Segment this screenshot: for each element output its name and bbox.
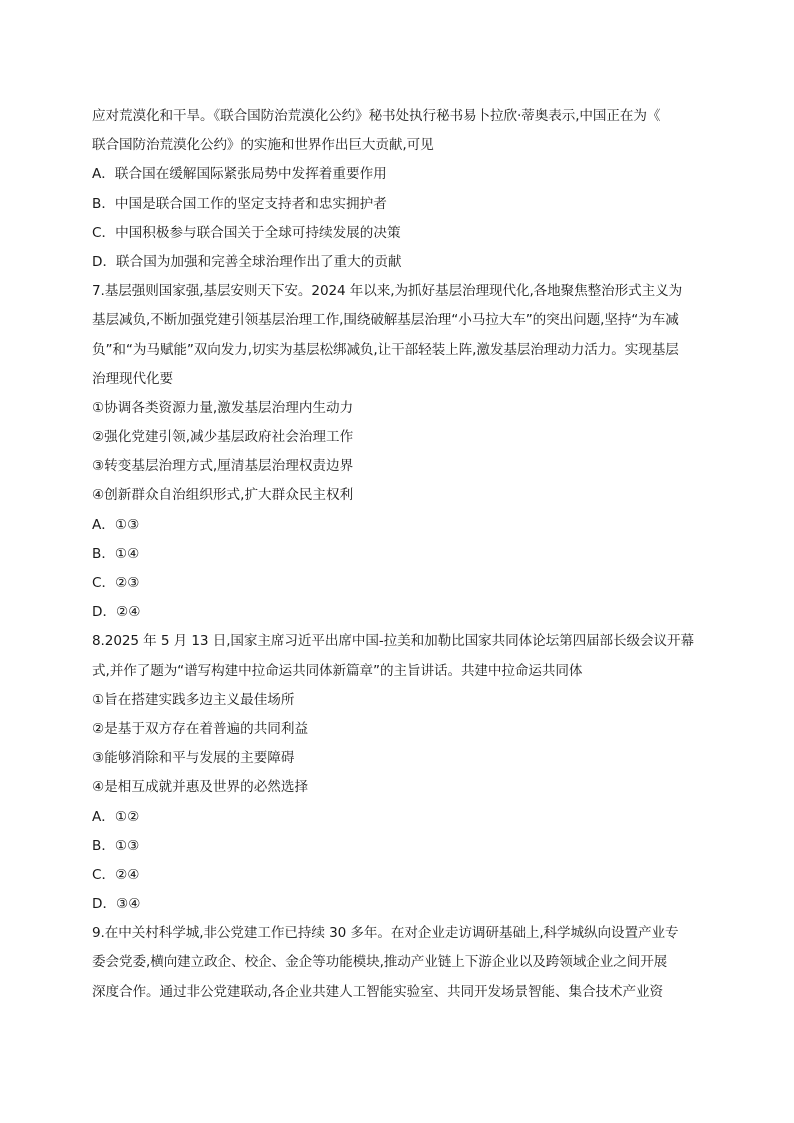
q8-option-c: C．②④ [92,866,140,883]
q6-stem-line: 联合国防治荒漠化公约》的实施和世界作出巨大贡献,可见 [92,137,434,154]
q8-statement-2: ②是基于双方存在着普遍的共同利益 [92,720,309,737]
question-7 [92,277,704,627]
question-9 [92,919,704,1007]
q7-stem-line: 治理现代化要 [92,370,173,387]
q6-option-c: C．中国积极参与联合国关于全球可持续发展的决策 [92,224,401,241]
q8-stem-line: 8.2025 年 5 月 13 日,国家主席习近平出席中国-拉美和加勒比国家共同体论坛第四届部长级会议开幕 [92,633,695,650]
q7-option-b: B．①④ [92,545,140,562]
q9-stem-line: 9.在中关村科学城,非公党建工作已持续 30 多年。在对企业走访调研基础上,科学城纵向设置产业专 [92,925,679,942]
q6-option-a: A．联合国在缓解国际紧张局势中发挥着重要作用 [92,166,387,183]
q8-option-b: B．①③ [92,837,140,854]
q6-option-b: B．中国是联合国工作的坚定支持者和忠实拥护者 [92,195,387,212]
q6-stem-line: 应对荒漠化和干旱。《联合国防治荒漠化公约》秘书处执行秘书易卜拉欣·蒂奥表示,中国正在为《 [92,108,661,124]
q7-option-c: C．②③ [92,575,140,591]
q8-statement-3: ③能够消除和平与发展的主要障碍 [92,750,295,767]
q7-stem-line: 基层减负,不断加强党建引领基层治理工作,围绕破解基层治理“小马拉大车”的突出问题,坚持“为车减 [92,312,679,329]
q7-option-a: A．①③ [92,516,140,533]
q8-statement-4: ④是相互成就并惠及世界的必然选择 [92,779,309,796]
q9-stem-line: 委会党委,横向建立政企、校企、金企等功能模块,推动产业链上下游企业以及跨领域企业之间开展 [92,954,668,971]
question-6 [92,102,704,277]
q7-statement-3: ③转变基层治理方式,厘清基层治理权责边界 [92,458,354,475]
q8-statement-1: ①旨在搭建实践多边主义最佳场所 [92,691,295,708]
q7-stem-line: 负”和“为马赋能”双向发力,切实为基层松绑减负,让干部轻装上阵,激发基层治理动力活力。实现基层 [92,341,679,358]
question-8 [92,627,704,919]
q7-statement-2: ②强化党建引领,减少基层政府社会治理工作 [92,429,354,446]
q8-option-a: A．①② [92,808,140,825]
q8-stem-line: 式,并作了题为“谱写构建中拉命运共同体新篇章”的主旨讲话。共建中拉命运共同体 [92,662,583,679]
q9-stem-line: 深度合作。通过非公党建联动,各企业共建人工智能实验室、共同开发场景智能、集合技术产业资 [92,983,663,1000]
q7-statement-4: ④创新群众自治组织形式,扩大群众民主权利 [92,487,354,504]
q6-option-d: D．联合国为加强和完善全球治理作出了重大的贡献 [92,253,402,270]
q8-option-d: D．③④ [92,896,141,913]
q7-stem-line: 7.基层强则国家强,基层安则天下安。2024 年以来,为抓好基层治理现代化,各地聚焦整治形式主义为 [92,283,683,300]
q7-option-d: D．②④ [92,604,141,621]
q7-statement-1: ①协调各类资源力量,激发基层治理内生动力 [92,399,354,416]
document-content [92,102,704,1007]
